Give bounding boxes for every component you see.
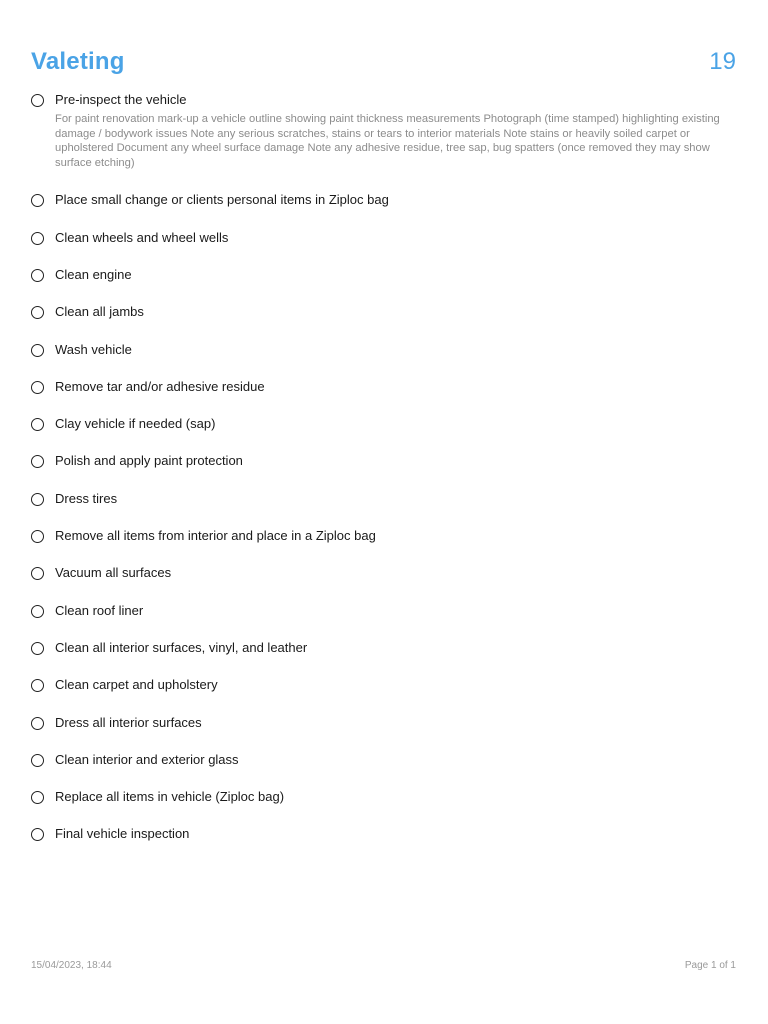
checklist-item-label: Final vehicle inspection [55,826,190,842]
checklist-item[interactable] [31,675,736,695]
checkbox-circle-icon[interactable] [31,754,44,767]
checklist-item[interactable] [31,90,736,170]
checkbox-circle-icon[interactable] [31,679,44,692]
checkbox-circle-icon[interactable] [31,418,44,431]
page-footer [31,960,736,971]
checklist-item[interactable] [31,713,736,733]
footer-page-number: Page 1 of 1 [684,960,736,971]
checklist-item-label: Clean wheels and wheel wells [55,229,229,245]
checklist-item-label: Clean interior and exterior glass [55,751,239,767]
checklist-item-label: Clean roof liner [55,602,144,618]
checklist-item-label: Clean engine [55,266,132,282]
checklist-item-label: Remove all items from interior and place in a Ziploc bag [55,528,376,544]
checklist-item[interactable] [31,414,736,434]
checkbox-circle-icon[interactable] [31,455,44,468]
checklist-item-note: For paint renovation mark-up a vehicle outline showing paint thickness measurements Photograph (time stamped) highlighting existing damage / bodywork issues Note any serious scratches, stains or tears to interior materials Note stains or heavily soiled carpet or upholstered Document any wheel surface damage Note any adhesive residue, tree sap, bug spatters (once removed they may show surface etching) [55,113,720,169]
checklist-item[interactable] [31,340,736,360]
checkbox-circle-icon[interactable] [31,530,44,543]
checklist-item[interactable] [31,601,736,621]
checklist-item-label: Clean all jambs [55,304,144,320]
checklist-item-label: Wash vehicle [55,341,132,357]
checkbox-circle-icon[interactable] [31,828,44,841]
checklist-item-label: Polish and apply paint protection [55,453,243,469]
checkbox-circle-icon[interactable] [31,94,44,107]
checklist-item[interactable] [31,451,736,471]
checklist-item-label: Remove tar and/or adhesive residue [55,378,265,394]
checkbox-circle-icon[interactable] [31,306,44,319]
checklist-item-label: Dress all interior surfaces [55,714,202,730]
checklist-item[interactable] [31,787,736,807]
checklist-item[interactable] [31,489,736,509]
checkbox-circle-icon[interactable] [31,791,44,804]
checkbox-circle-icon[interactable] [31,605,44,618]
checklist [31,90,736,862]
item-count: 19 [709,48,736,75]
checkbox-circle-icon[interactable] [31,567,44,580]
checkbox-circle-icon[interactable] [31,194,44,207]
checklist-item-label: Vacuum all surfaces [55,565,172,581]
checklist-item[interactable] [31,265,736,285]
checkbox-circle-icon[interactable] [31,269,44,282]
checkbox-circle-icon[interactable] [31,642,44,655]
checklist-item-label: Pre-inspect the vehicle [55,92,187,107]
checklist-item[interactable] [31,526,736,546]
checklist-item[interactable] [31,377,736,397]
page-title: Valeting [31,48,125,75]
checklist-item-label: Dress tires [55,490,118,506]
checkbox-circle-icon[interactable] [31,232,44,245]
footer-timestamp: 15/04/2023, 18:44 [31,960,112,971]
checklist-item[interactable] [31,302,736,322]
checkbox-circle-icon[interactable] [31,381,44,394]
checklist-item[interactable] [31,638,736,658]
checklist-item[interactable] [31,228,736,248]
checklist-item[interactable] [31,190,736,210]
page-header [31,44,736,80]
checklist-item[interactable] [31,750,736,770]
checklist-item-label: Replace all items in vehicle (Ziploc bag) [55,789,285,805]
checkbox-circle-icon[interactable] [31,493,44,506]
checklist-item-label: Clean all interior surfaces, vinyl, and leather [55,639,308,655]
checkbox-circle-icon[interactable] [31,344,44,357]
checklist-item-label: Clean carpet and upholstery [55,677,218,693]
checkbox-circle-icon[interactable] [31,717,44,730]
checklist-item[interactable] [31,824,736,844]
checklist-item-label: Clay vehicle if needed (sap) [55,416,216,432]
checklist-item-label: Place small change or clients personal items in Ziploc bag [55,192,389,208]
checklist-item[interactable] [31,563,736,583]
